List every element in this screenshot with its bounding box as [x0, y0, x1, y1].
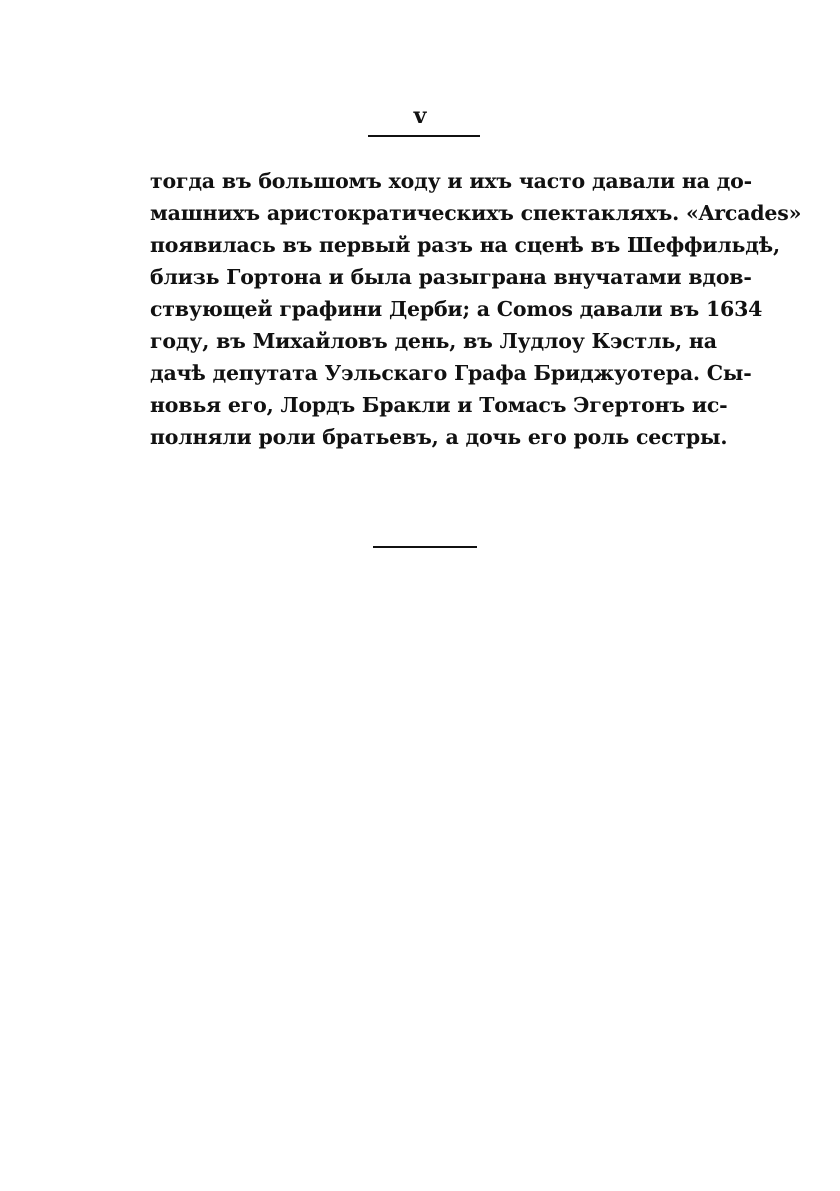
text-line: машнихъ аристократическихъ спектакляхъ. «Arcades»	[150, 201, 802, 225]
text-line: дачѣ депутата Уэльскаго Графа Бриджуотера. Сы-	[150, 361, 752, 385]
text-line: новья его, Лордъ Бракли и Томасъ Эгертонъ ис-	[150, 393, 728, 417]
text-line: близь Гортона и была разыграна внучатами вдов-	[150, 265, 752, 289]
text-line: ствующей графини Дерби; а Comos давали въ 1634	[150, 297, 763, 321]
page-number: v	[413, 103, 427, 129]
text-line: году, въ Михайловъ день, въ Лудлоу Кэстль, на	[150, 329, 717, 353]
text-line: появилась въ первый разъ на сценѣ въ Шеффильдѣ,	[150, 233, 780, 257]
header-rule	[368, 135, 480, 137]
text-line: тогда въ большомъ ходу и ихъ часто давали на до-	[150, 169, 752, 193]
section-end-rule	[373, 546, 477, 548]
text-line: полняли роли братьевъ, а дочь его роль сестры.	[150, 425, 728, 449]
body-paragraph	[150, 165, 802, 453]
